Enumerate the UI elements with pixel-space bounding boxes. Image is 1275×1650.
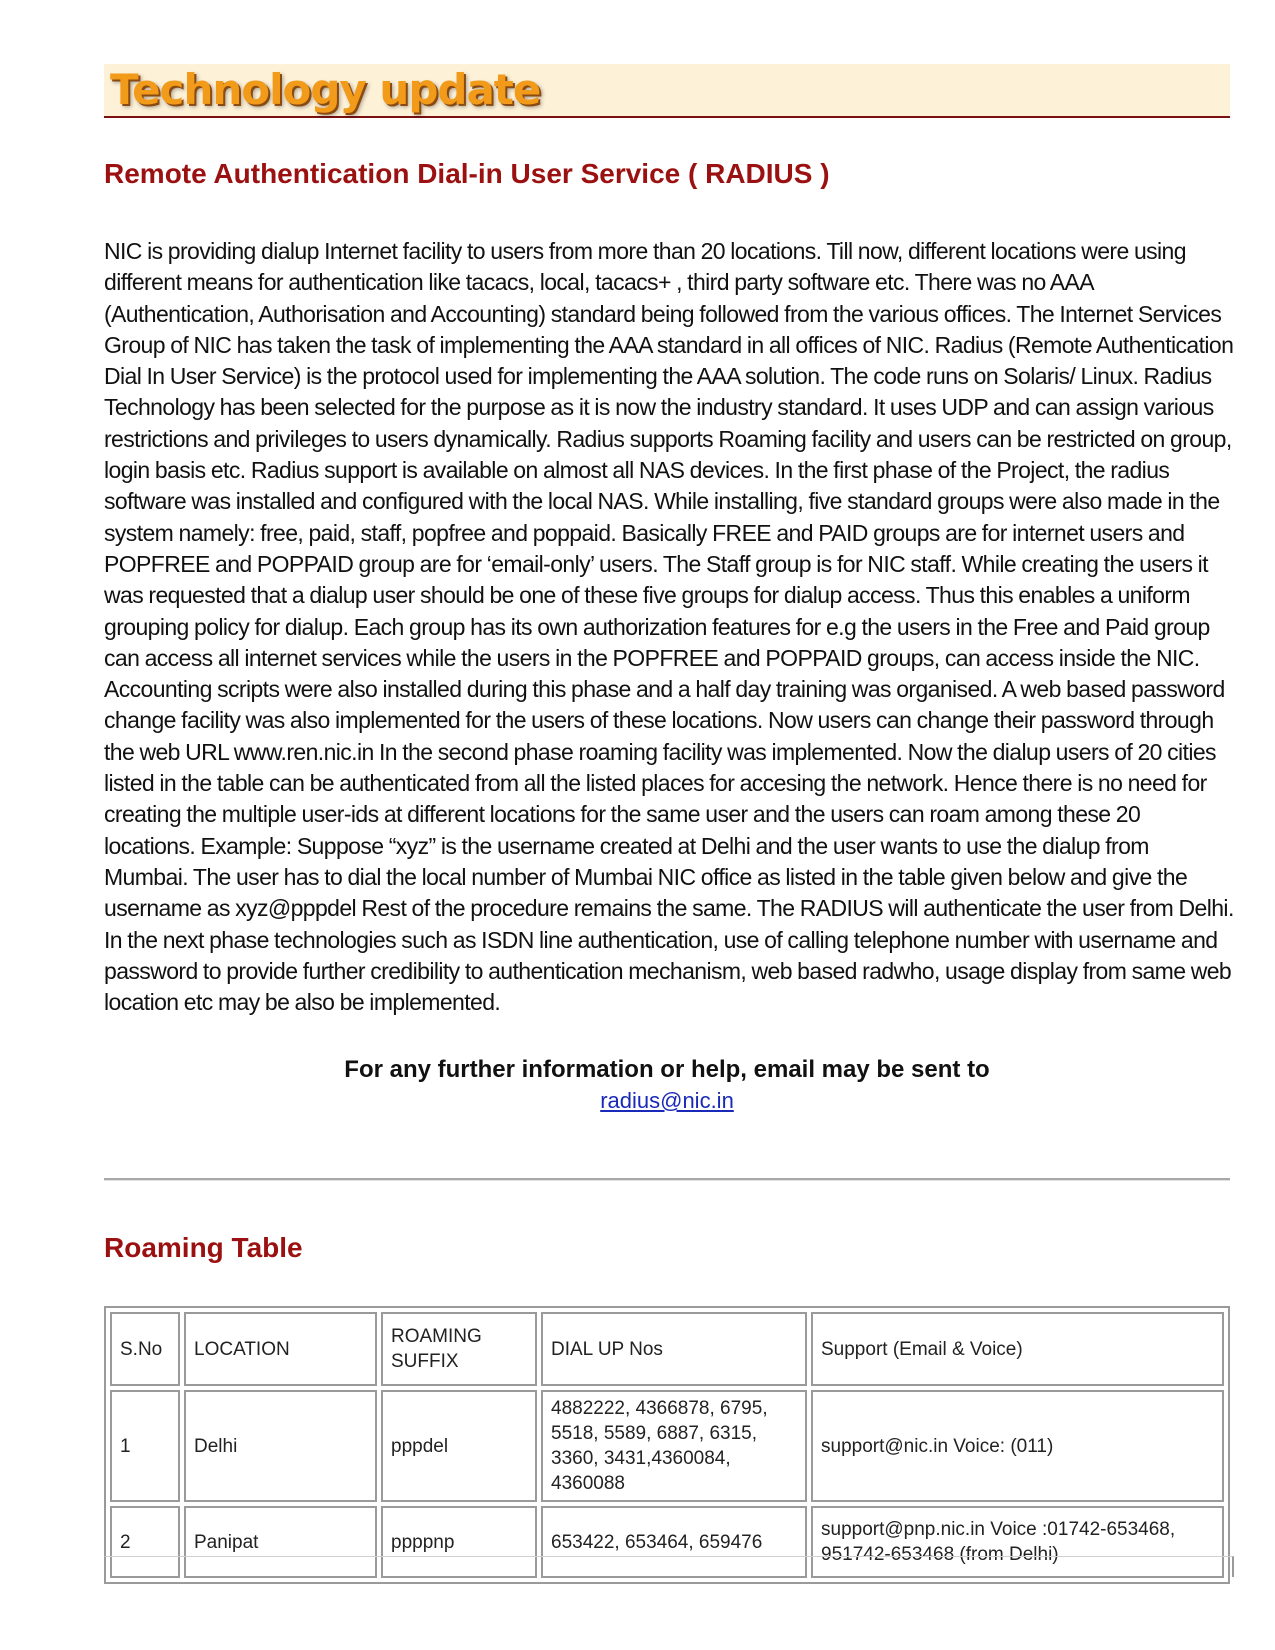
cell-roaming-suffix: pppdel (381, 1390, 537, 1502)
roaming-table-title: Roaming Table (104, 1232, 303, 1263)
cell-dialup-nos: 653422, 653464, 659476 (541, 1506, 807, 1578)
header-roaming-suffix: ROAMING SUFFIX (381, 1312, 537, 1386)
header-location: LOCATION (184, 1312, 377, 1386)
banner-title: Technology update (110, 65, 541, 114)
table-continuation (104, 1556, 1234, 1577)
roaming-table (104, 1306, 1230, 1584)
contact-block (104, 1054, 1230, 1116)
cell-support: support@nic.in Voice: (011) (811, 1390, 1224, 1502)
header-dialup-nos: DIAL UP Nos (541, 1312, 807, 1386)
horizontal-divider (104, 1178, 1230, 1181)
article-title: Remote Authentication Dial-in User Service ( RADIUS ) (104, 158, 830, 189)
cell-support: support@pnp.nic.in Voice :01742-653468, 951742-653468 (from Delhi) (811, 1506, 1224, 1578)
table-header-row (110, 1312, 1224, 1386)
contact-email-link[interactable]: radius@nic.in (600, 1088, 734, 1113)
table-row (110, 1390, 1224, 1502)
contact-heading: For any further information or help, email may be sent to (344, 1056, 990, 1083)
cell-dialup-nos: 4882222, 4366878, 6795, 5518, 5589, 6887, 6315, 3360, 3431,4360084, 4360088 (541, 1390, 807, 1502)
cell-location: Panipat (184, 1506, 377, 1578)
technology-update-banner (104, 64, 1230, 118)
cell-location: Delhi (184, 1390, 377, 1502)
header-support: Support (Email & Voice) (811, 1312, 1224, 1386)
cell-sno: 2 (110, 1506, 180, 1578)
cell-sno: 1 (110, 1390, 180, 1502)
article-body: NIC is providing dialup Internet facility to users from more than 20 locations. Till now, different locations were using different means for authentication like tacacs, local, tacacs+ , third party software etc. There was no AAA (Authentication, Authorisation and Accounting) standard being followed from the various offices. The Internet Services Group of NIC has taken the task of implementing the AAA standard in all offices of NIC. Radius (Remote Authentication Dial In User Service) is the protocol used for implementing the AAA solution. The code runs on Solaris/ Linux. Radius Technology has been selected for the purpose as it is now the industry standard. It uses UDP and can assign various restrictions and privileges to users dynamically. Radius supports Roaming facility and users can be restricted on group, login basis etc. Radius support is available on almost all NAS devices. In the first phase of the Project, the radius software was installed and configured with the local NAS. While installing, five standard groups were also made in the system namely: free, paid, staff, popfree and poppaid. Basically FREE and PAID groups are for internet users and POPFREE and POPPAID group are for ‘email-only’ users. The Staff group is for NIC staff. While creating the users it was requested that a dialup user should be one of these five groups for dialup access. Thus this enables a uniform grouping policy for dialup. Each group has its own authorization features for e.g the users in the Free and Paid group can access all internet services while the users in the POPFREE and POPPAID groups, can access inside the NIC. Accounting scripts were also installed during this phase and a half day training was organised. A web based password change facility was also implemented for the users of these locations. Now users can change their password through the web URL www.ren.nic.in In the second phase roaming facility was implemented. Now the dialup users of 20 cities listed in the table can be authenticated from all the listed places for accesing the network. Hence there is no need for creating the multiple user-ids at different locations for the same user and the users can roam among these 20 locations. Example: Suppose “xyz” is the username created at Delhi and the user wants to use the dialup from Mumbai. The user has to dial the local number of Mumbai NIC office as listed in the table given below and give the username as xyz@pppdel Rest of the procedure remains the same. The RADIUS will authenticate the user from Delhi. In the next phase technologies such as ISDN line authentication, use of calling telephone number with username and password to provide further credibility to authentication mechanism, web based radwho, usage display from same web location etc may be also be implemented. (104, 238, 1234, 1016)
header-sno: S.No (110, 1312, 180, 1386)
cell-roaming-suffix: ppppnp (381, 1506, 537, 1578)
